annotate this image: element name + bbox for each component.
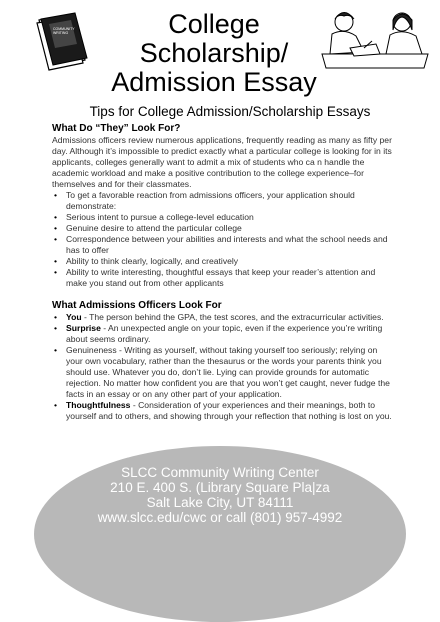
list-item: • Ability to think clearly, logically, and creatively	[52, 256, 392, 267]
footer-line-web-phone[interactable]: www.slcc.edu/cwc or call (801) 957-4992	[97, 510, 343, 525]
title-line-3: Admission Essay	[111, 67, 317, 97]
list-item	[52, 323, 392, 345]
list-item: • Ability to write interesting, thoughtful essays that keep your reader’s attention and make you stand out from other applicants	[52, 267, 392, 289]
list-item	[52, 345, 392, 400]
officers-list	[52, 312, 392, 422]
footer-line-name: SLCC Community Writing Center	[121, 465, 319, 480]
term: Thoughtfulness	[66, 400, 131, 410]
description: Genuineness - Writing as yourself, without taking yourself too seriously; relying on your own vocabulary, rather than the thesaurus or the words your parents think you should use. Whatever you do, don’t lie. Lying can provide grounds for automatic rejection. No matter how confident you are that you won’t get caught, never fudge the facts in an essay or on any other part of your application.	[66, 345, 390, 399]
content	[52, 122, 392, 422]
list-item: • Serious intent to pursue a college-level education	[52, 212, 392, 223]
description: - The person behind the GPA, the test scores, and the extracurricular activities.	[81, 312, 384, 322]
term: You	[66, 312, 82, 322]
list-item	[52, 312, 392, 323]
intro-paragraph: Admissions officers review numerous applications, frequently reading as many as fifty per day. Although it’s impossible to predict exactly what a particular college is looking for in its applicants, colleges generally want to admit a mix of students who ca n handle the academic workload and make a positive contribution to the college experience–for themselves and for their classmates.	[52, 135, 392, 189]
students-writing-illustration	[320, 8, 430, 72]
list-item: • To get a favorable reaction from admissions officers, your application should demonstrate:	[52, 190, 392, 212]
footer-contact	[60, 465, 380, 525]
description: - An unexpected angle on your topic, even if the experience you’re writing about seems ordinary.	[66, 323, 383, 344]
list-item	[52, 400, 392, 422]
svg-text:COMMUNITY: COMMUNITY	[53, 27, 75, 31]
description: - Consideration of your experiences and their meanings, both to yourself and to others, and showing through your reflection that nothing is lost on you.	[66, 400, 392, 421]
section-heading-officers: What Admissions Officers Look For	[52, 300, 222, 311]
title-line-1: College	[168, 9, 260, 39]
list-item: • Genuine desire to attend the particular college	[52, 223, 392, 234]
term: Surprise	[66, 323, 101, 333]
title-line-2: Scholarship/	[139, 38, 289, 68]
footer-line-city: Salt Lake City, UT 84111	[146, 495, 294, 510]
list-item: • Correspondence between your abilities and interests and what the school needs and has to offer	[52, 234, 392, 256]
subtitle: Tips for College Admission/Scholarship Essays	[89, 104, 371, 119]
svg-text:WRITING: WRITING	[53, 31, 69, 35]
criteria-list	[52, 190, 392, 289]
books-illustration	[33, 10, 95, 72]
section-heading-look-for: What Do “They” Look For?	[52, 123, 181, 134]
footer-line-address: 210 E. 400 S. (Library Square Pla|za	[110, 480, 330, 495]
page-title	[96, 10, 332, 97]
